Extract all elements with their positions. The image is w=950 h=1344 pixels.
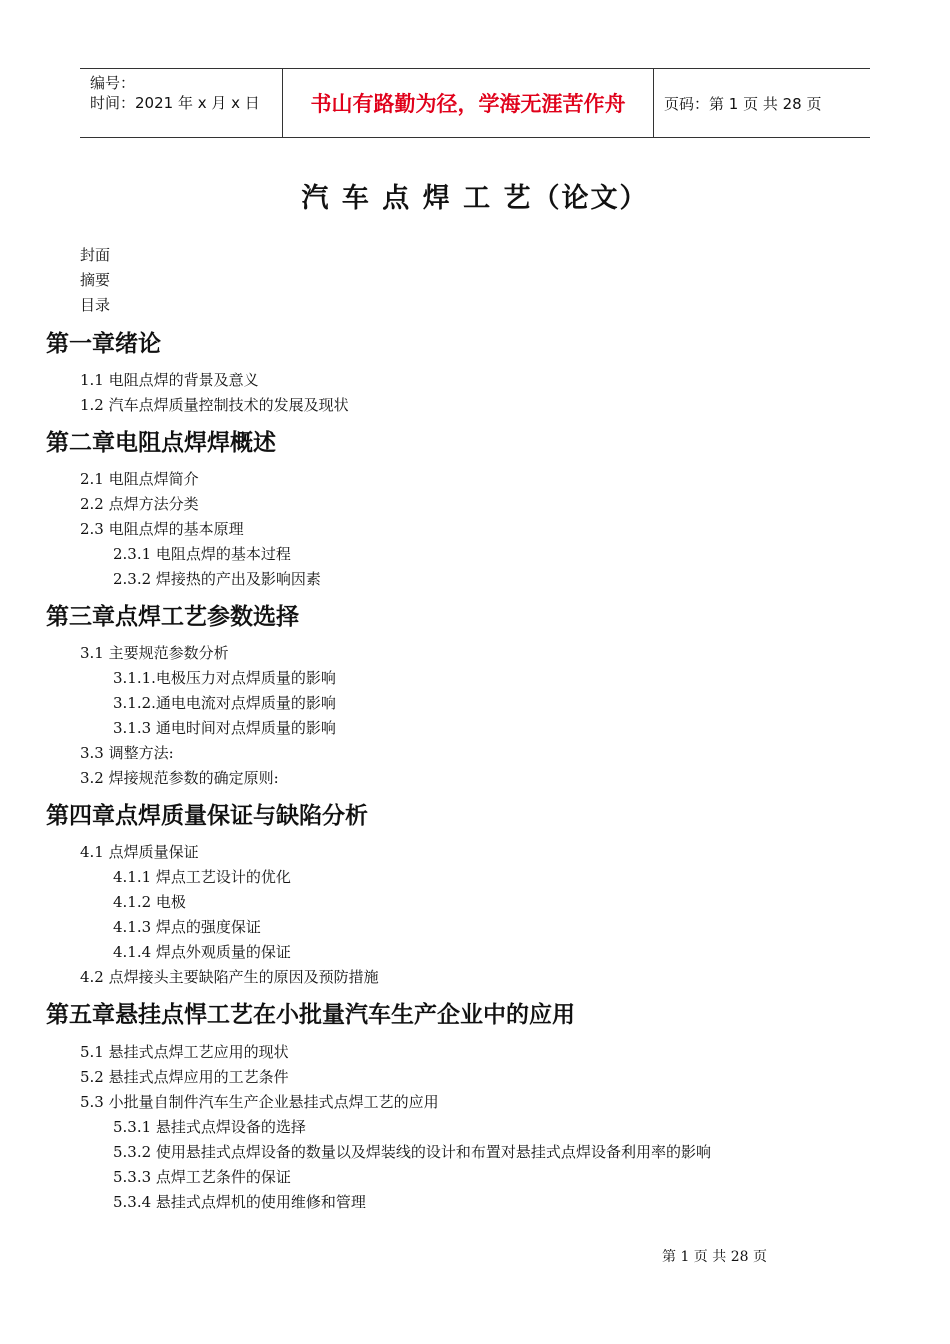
toc-subitem: 3.1.2.通电电流对点焊质量的影响	[113, 694, 336, 712]
chapter-heading: 第一章绪论	[46, 331, 161, 357]
document-title: 汽 车 点 焊 工 艺（论文）	[301, 183, 649, 214]
toc-subitem: 4.1.3 焊点的强度保证	[113, 918, 261, 936]
toc-subitem: 2.3.1 电阻点焊的基本过程	[113, 545, 291, 563]
toc-item: 5.2 悬挂式点焊应用的工艺条件	[80, 1068, 289, 1086]
header-page-info: 页码：第 1 页 共 28 页	[664, 94, 822, 113]
toc-front-contents: 目录	[80, 296, 111, 314]
chapter-heading: 第三章点焊工艺参数选择	[46, 604, 299, 630]
toc-item: 5.1 悬挂式点焊工艺应用的现状	[80, 1043, 289, 1061]
chapter-heading: 第四章点焊质量保证与缺陷分析	[46, 803, 368, 829]
header-motto: 书山有路勤为径，学海无涯苦作舟	[282, 69, 654, 137]
toc-subitem: 2.3.2 焊接热的产出及影响因素	[113, 570, 321, 588]
chapter-heading: 第二章电阻点焊焊概述	[46, 430, 276, 456]
toc-item: 2.2 点焊方法分类	[80, 495, 199, 513]
toc-item: 3.3 调整方法:	[80, 744, 174, 762]
toc-subitem: 5.3.1 悬挂式点焊设备的选择	[113, 1118, 306, 1136]
page-header	[80, 68, 870, 138]
toc-item: 1.2 汽车点焊质量控制技术的发展及现状	[80, 396, 349, 414]
toc-subitem: 4.1.4 焊点外观质量的保证	[113, 943, 291, 961]
toc-item: 1.1 电阻点焊的背景及意义	[80, 371, 259, 389]
document-number-label: 编号：	[90, 74, 136, 92]
toc-front-abstract: 摘要	[80, 271, 111, 289]
toc-subitem: 5.3.2 使用悬挂式点焊设备的数量以及焊装线的设计和布置对悬挂式点焊设备利用率的影响	[113, 1143, 711, 1161]
toc-subitem: 3.1.3 通电时间对点焊质量的影响	[113, 719, 336, 737]
toc-subitem: 4.1.1 焊点工艺设计的优化	[113, 868, 291, 886]
toc-subitem: 5.3.4 悬挂式点焊机的使用维修和管理	[113, 1193, 366, 1211]
chapter-heading: 第五章悬挂点悍工艺在小批量汽车生产企业中的应用	[46, 1002, 575, 1028]
toc-item: 3.2 焊接规范参数的确定原则:	[80, 769, 279, 787]
toc-item: 2.1 电阻点焊简介	[80, 470, 199, 488]
toc-subitem: 5.3.3 点焊工艺条件的保证	[113, 1168, 291, 1186]
toc-subitem: 4.1.2 电极	[113, 893, 186, 911]
toc-subitem: 3.1.1.电极压力对点焊质量的影响	[113, 669, 336, 687]
document-time-label: 时间：2021 年 x 月 x 日	[90, 94, 260, 112]
toc-item: 5.3 小批量自制件汽车生产企业悬挂式点焊工艺的应用	[80, 1093, 439, 1111]
toc-item: 3.1 主要规范参数分析	[80, 644, 229, 662]
toc-item: 2.3 电阻点焊的基本原理	[80, 520, 244, 538]
toc-item: 4.2 点焊接头主要缺陷产生的原因及预防措施	[80, 968, 379, 986]
page-footer: 第 1 页 共 28 页	[662, 1249, 767, 1265]
toc-front-cover: 封面	[80, 246, 111, 264]
header-meta	[80, 69, 282, 137]
toc-item: 4.1 点焊质量保证	[80, 843, 199, 861]
